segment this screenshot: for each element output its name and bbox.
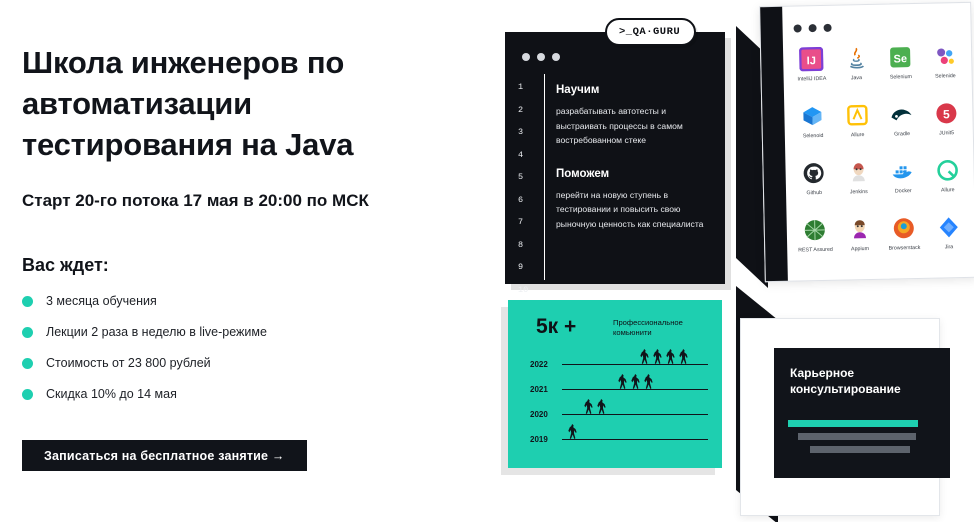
chart-category-label: 2022 [530,360,548,369]
selenide-icon [932,43,959,70]
benefits-title: Вас ждет: [22,255,109,275]
tool-item: Allure [925,153,971,211]
tool-item: Java [833,41,879,99]
chart-baseline [562,439,708,440]
bullet-dot-icon [22,327,33,338]
benefits-list [22,294,482,401]
list-item [22,387,482,401]
allure-icon [844,102,871,129]
benefit-label: Лекции 2 раза в неделю в live-режиме [46,325,267,339]
list-item [22,356,482,370]
teaching-card-body [556,84,714,251]
list-item [22,325,482,339]
chart-row [530,427,708,452]
course-start-info: Старт 20-го потока 17 мая в 20:00 по МСК [22,191,369,210]
benefit-label: 3 месяца обучения [46,294,157,308]
java-icon [843,45,870,72]
chart-row [530,402,708,427]
card-side-bar [760,7,788,281]
browserstack-icon [891,215,918,242]
window-dots-icon [794,24,832,33]
allure-report-icon [934,157,961,184]
tool-item: Allure [835,98,881,156]
svg-text:Se: Se [893,53,908,66]
tool-item: Selenoid [790,99,836,157]
chart-baseline [562,389,708,390]
tool-item: Gradle [879,97,925,155]
jenkins-icon [845,159,872,186]
promo-collage [490,0,974,522]
tool-item: Jira [926,210,972,268]
page-title: Школа инженеров по автоматизации тестирования на Java [22,45,354,162]
chart-row [530,377,708,402]
docker-icon [890,158,917,185]
chart-figures [568,424,577,439]
benefit-label: Скидка 10% до 14 мая [46,387,177,401]
community-count: 5к + [536,315,577,338]
career-consulting-card [774,348,950,478]
intellij-idea-icon [798,46,825,73]
window-dots-icon [522,53,560,61]
progress-bar [788,420,918,427]
chart-baseline [562,414,708,415]
chart-figures [618,374,653,389]
code-line-numbers: 1 2 3 4 5 6 7 8 9 10 [518,82,529,295]
chart-category-label: 2020 [530,410,548,419]
svg-text:5: 5 [942,107,950,122]
chart-figures [584,399,606,414]
bullet-dot-icon [22,358,33,369]
bullet-dot-icon [22,296,33,307]
selenoid-icon [799,103,826,130]
chart-category-label: 2021 [530,385,548,394]
svg-text:IJ: IJ [806,55,817,68]
bullet-dot-icon [22,389,33,400]
block-title: Научим [556,84,600,96]
appium-icon [846,216,873,243]
block-text: разрабатывать автотесты и выстраивать процессы в самом востребованном стеке [556,106,683,145]
community-bars [530,352,708,452]
community-chart-card [508,300,722,468]
block-title: Поможем [556,167,610,180]
chart-figures [640,349,688,364]
tool-item: 5 JUnit5 [924,96,970,154]
teaching-card [505,32,725,295]
qa-guru-logo: >_QA·GURU [605,18,696,46]
progress-bar [798,433,916,440]
career-card-title: Карьерное консультирование [790,366,901,396]
divider [544,74,545,280]
tool-item: Docker [880,154,926,212]
benefit-label: Стоимость от 23 800 рублей [46,356,211,370]
list-item [22,294,482,308]
junit5-icon [933,100,960,127]
selenium-icon [887,44,914,71]
tool-item: Appium [837,212,883,270]
jira-icon [935,214,962,241]
github-icon [801,160,828,187]
tech-stack-grid [789,39,972,271]
tool-item: Selenide [922,39,968,97]
community-subtitle: Профессиональное комьюнити [613,318,683,337]
tool-item: REST Assured [792,213,838,271]
tool-item: Jenkins [836,155,882,213]
chart-category-label: 2019 [530,435,548,444]
tool-item: Browserstack [881,211,927,269]
chart-baseline [562,364,708,365]
block-text: перейти на новую ступень в тестировании и повысить свою рыночную ценность как специалиста [556,189,704,229]
rest-assured-icon [802,217,829,244]
hero-content [22,42,482,471]
gradle-icon [888,101,915,128]
career-card-bars [788,420,938,459]
tool-item: Se Selenium [878,40,924,98]
progress-bar [810,446,910,453]
tool-item: Github [791,156,837,214]
tool-item: IJ IntelliJ IDEA [789,42,835,100]
signup-free-lesson-button[interactable]: Записаться на бесплатное занятие → [22,440,307,471]
tech-stack-card [759,2,974,282]
